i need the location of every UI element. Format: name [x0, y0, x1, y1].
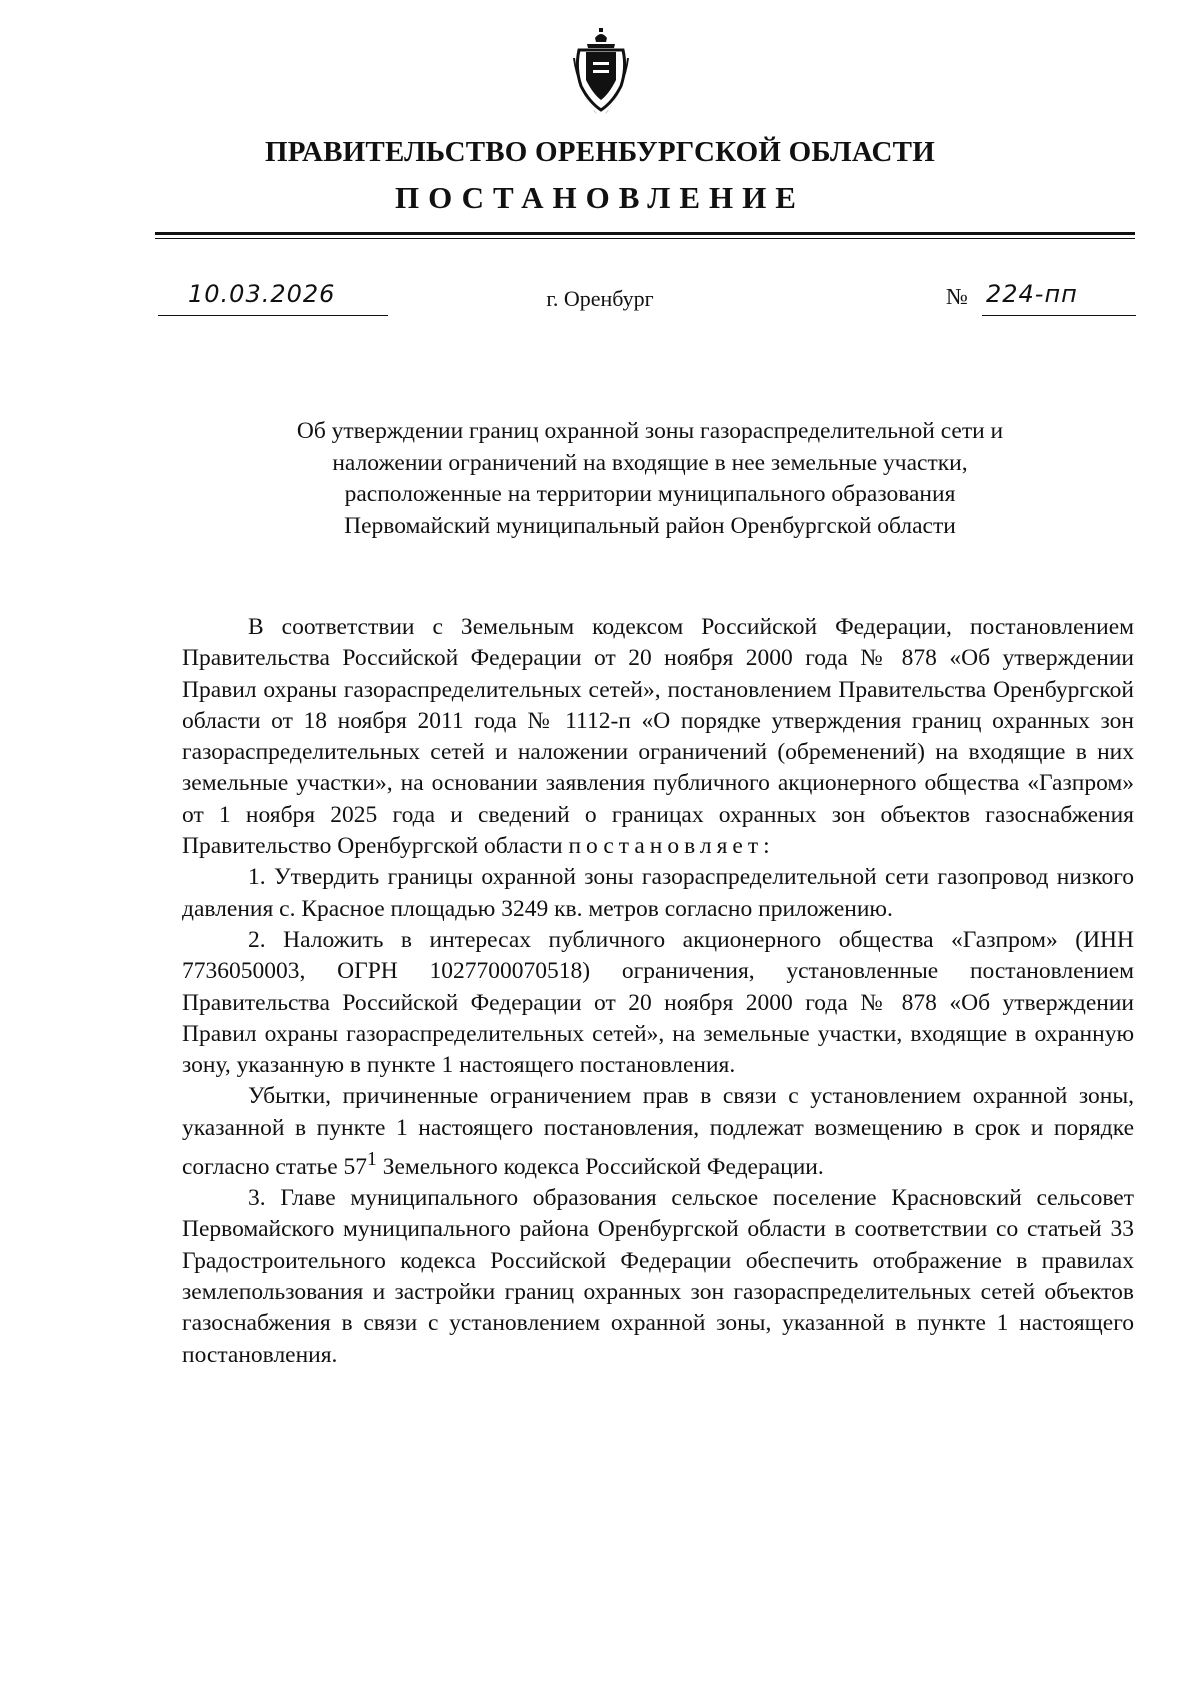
number-sign: № — [946, 284, 968, 309]
organization-title: ПРАВИТЕЛЬСТВО ОРЕНБУРГСКОЙ ОБЛАСТИ — [265, 136, 935, 168]
subject-line: Об утверждении границ охранной зоны газораспределительной сети и — [296, 418, 1004, 444]
losses-text-before: Убытки, причиненные ограничением прав в связи с установлением охранной зоны, указанной в пункте 1 настоящего постановления, подлежат возмещению в срок и порядке согласно статье 57 — [182, 1083, 1134, 1180]
item-3-paragraph: 3. Главе муниципального образования сельское поселение Красновский сельсовет Первомайского муниципального района Оренбургской области в соответствии со статьей 33 Градостроительного кодекса Российской Федерации обеспечить отображение в правилах землепользования и застройки границ охранных зон газораспределительных сетей объектов газоснабжения в связи с установлением охранной зоны, указанной в пункте 1 настоящего постановления. — [182, 1185, 1134, 1368]
document-number: 224-пп — [986, 280, 1078, 308]
preamble-text: В соответствии с Земельным кодексом Российской Федерации, постановлением Правительства Российской Федерации от 20 ноября 2000 года № 878 «Об утверждении Правил охраны газораспределительных сетей», постановлением Правительства Оренбургской области от 18 ноября 2011 года № 1112-п «О порядке утверждения границ охранных зон газораспределительных сетей и наложении ограничений (обременений) на входящие в них земельные участки», на основании заявления публичного акционерного общества «Газпром» от 1 ноября 2025 года и сведений о границах охранных зон объектов газоснабжения Правительство Оренбургской области — [182, 614, 1134, 860]
item-2-paragraph: 2. Наложить в интересах публичного акционерного общества «Газпром» (ИНН 7736050003, ОГРН 1027700070518) ограничения, установленные постановлением Правительства Российской Федерации от 20 ноября 2000 года № 878 «Об утверждении Правил охраны газораспределительных сетей», на земельные участки, входящие в охранную зону, указанную в пункте 1 настоящего постановления. — [182, 926, 1134, 1079]
subject-line: Первомайский муниципальный район Оренбургской области — [344, 512, 956, 539]
document-city: г. Оренбург — [546, 286, 654, 311]
subject-line: наложении ограничений на входящие в нее земельные участки, — [332, 449, 968, 476]
document-type-heading: ПОСТАНОВЛЕНИЕ — [395, 180, 805, 215]
item-1-paragraph: 1. Утвердить границы охранной зоны газораспределительной сети газопровод низкого давления с. Красное площадью 3249 кв. метров согласно приложению. — [182, 864, 1134, 922]
losses-text-after: Земельного кодекса Российской Федерации. — [376, 1153, 824, 1180]
resolves-keyword: постановляет: — [568, 833, 775, 860]
document-date: 10.03.2026 — [188, 280, 336, 308]
document-subject — [160, 416, 1140, 542]
number-underline — [982, 315, 1136, 316]
header-divider-thin — [155, 238, 1135, 239]
header-divider-thick — [155, 232, 1135, 235]
date-underline — [158, 315, 388, 316]
subject-line: расположенные на территории муниципального образования — [344, 481, 956, 507]
preamble-paragraph — [182, 612, 1134, 862]
losses-paragraph — [182, 1081, 1134, 1183]
document-number-field — [946, 280, 1136, 316]
article-superscript: 1 — [367, 1149, 377, 1171]
coat-of-arms-emblem — [573, 28, 629, 116]
document-body — [182, 612, 1134, 1371]
